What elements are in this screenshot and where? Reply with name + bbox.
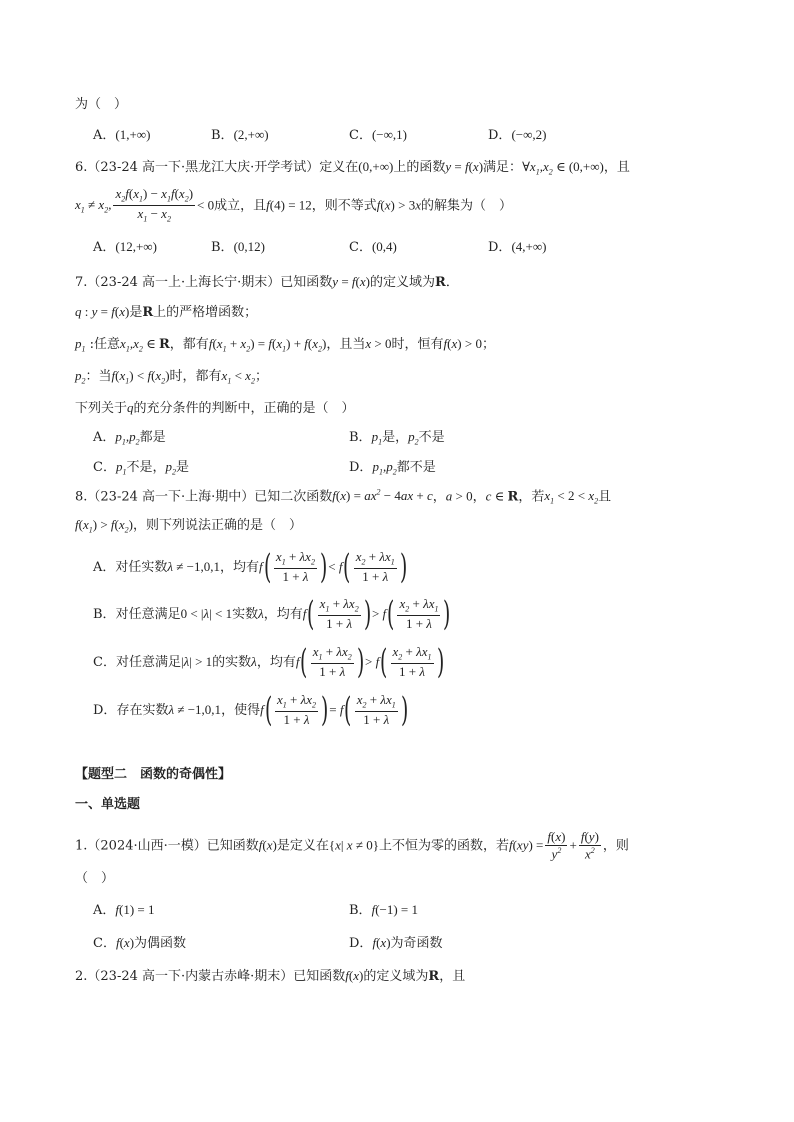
section-subheading: 一、单选题 (75, 797, 141, 812)
q5-tail: 为（ ） (75, 97, 128, 112)
q7-option-a: A．$p_1,p_2$都是 (93, 429, 166, 447)
s1-option-b: B．f(−1) = 1 (349, 902, 419, 918)
q7-p1-line: $p_1$ :任意$x_1,x_2$ ∈ R，都有$f(x_1 + x_2) = f(x_1) + f(x_2)$，且当x > 0时，恒有f(x) > 0； (75, 336, 495, 354)
q8-option-d: D．存在实数λ ≠ −1,0,1，使得f( $\frac{x_1 + \lambda x_2}{1 + \lambda}$ )= f( $\frac{x_2 + \lambda x_1}{1 + \lambda}$ ) (93, 690, 409, 731)
s1-option-a: A．f(1) = 1 (93, 902, 155, 918)
s1-paren: （ ） (75, 871, 115, 886)
q7-stem: 7.（23-24 高一上·上海长宁·期末）已知函数y = f(x)的定义域为R． (75, 274, 459, 290)
q6-option-a: A．(12,+∞) (93, 239, 157, 255)
q6-stem-line2: $x_1 \ne x_2$, $\frac{x_2f(x_1) - x_1f(x_2)}{x_1 - x_2}$ < 0成立，且f(4) = 12，则不等式f(x) > 3x的解集为（ ） (75, 186, 513, 224)
q8-option-b: B．对任意满足0 < |λ| < 1实数λ，均有f( $\frac{x_1 + \lambda x_2}{1 + \lambda}$ )> f( $\frac{x_2 + \lambda x_1}{1 + \lambda}$ ) (93, 594, 451, 635)
q8-option-a: A．对任实数λ ≠ −1,0,1，均有f( $\frac{x_1 + \lambda x_2}{1 + \lambda}$ )< f( $\frac{x_2 + \lambda x_1}{1 + \lambda}$ ) (93, 547, 408, 588)
q7-p2-line: $p_2$：当$f(x_1) < f(x_2)$时，都有$x_1 < x_2$； (75, 368, 268, 386)
q7-option-d: D．$p_1,p_2$都不是 (349, 459, 436, 477)
q6-stem-line1: 6.（23-24 高一下·黑龙江大庆·开学考试）定义在(0,+∞)上的函数y = f(x)满足：$\forall x_1,x_2$ ∈ (0,+∞)，且 (75, 159, 630, 177)
q7-ask: 下列关于q的充分条件的判断中，正确的是（ ） (75, 400, 355, 416)
q8-stem-line1: 8.（23-24 高一下·上海·期中）已知二次函数$f(x) = ax^2 - 4ax + c$，a > 0，c ∈ R，若$x_1 < 2 < x_2$且 (75, 488, 612, 506)
q7-option-b: B．$p_1$是，$p_2$不是 (349, 429, 445, 447)
s1-option-d: D．f(x)为奇函数 (349, 935, 443, 951)
q6-option-d: D．(4,+∞) (488, 239, 547, 255)
s1-option-c: C．f(x)为偶函数 (93, 935, 187, 951)
q8-option-c: C．对任意满足|λ| > 1的实数λ，均有f( $\frac{x_1 + \lambda x_2}{1 + \lambda}$ )> f( $\frac{x_2 + \lambda x_1}{1 + \lambda}$ ) (93, 642, 444, 683)
q5-option-a: A．(1,+∞) (93, 127, 151, 143)
section-heading: 【题型二 函数的奇偶性】 (75, 767, 232, 782)
q5-option-c: C．(−∞,1) (349, 127, 407, 143)
s2-stem: 2.（23-24 高一下·内蒙古赤峰·期末）已知函数f(x)的定义域为R，且 (75, 968, 466, 984)
q6-option-b: B．(0,12) (211, 239, 265, 255)
q6-option-c: C．(0,4) (349, 239, 397, 255)
q7-option-c: C．$p_1$不是，$p_2$是 (93, 459, 189, 477)
q5-option-b: B．(2,+∞) (211, 127, 269, 143)
q5-option-d: D．(−∞,2) (488, 127, 547, 143)
q7-q-line: q : y = f(x)是R上的严格增函数； (75, 304, 258, 320)
q8-stem-line2: $f(x_1) > f(x_2)$，则下列说法正确的是（ ） (75, 517, 303, 535)
s1-stem: 1.（2024·山西·一模）已知函数f(x)是定义在{x| x ≠ 0}上不恒为零的函数，若f(xy) = $\frac{f(x)}{y^2}$ + $\frac{f(y)}{x^2}$ ，则 (75, 829, 629, 862)
